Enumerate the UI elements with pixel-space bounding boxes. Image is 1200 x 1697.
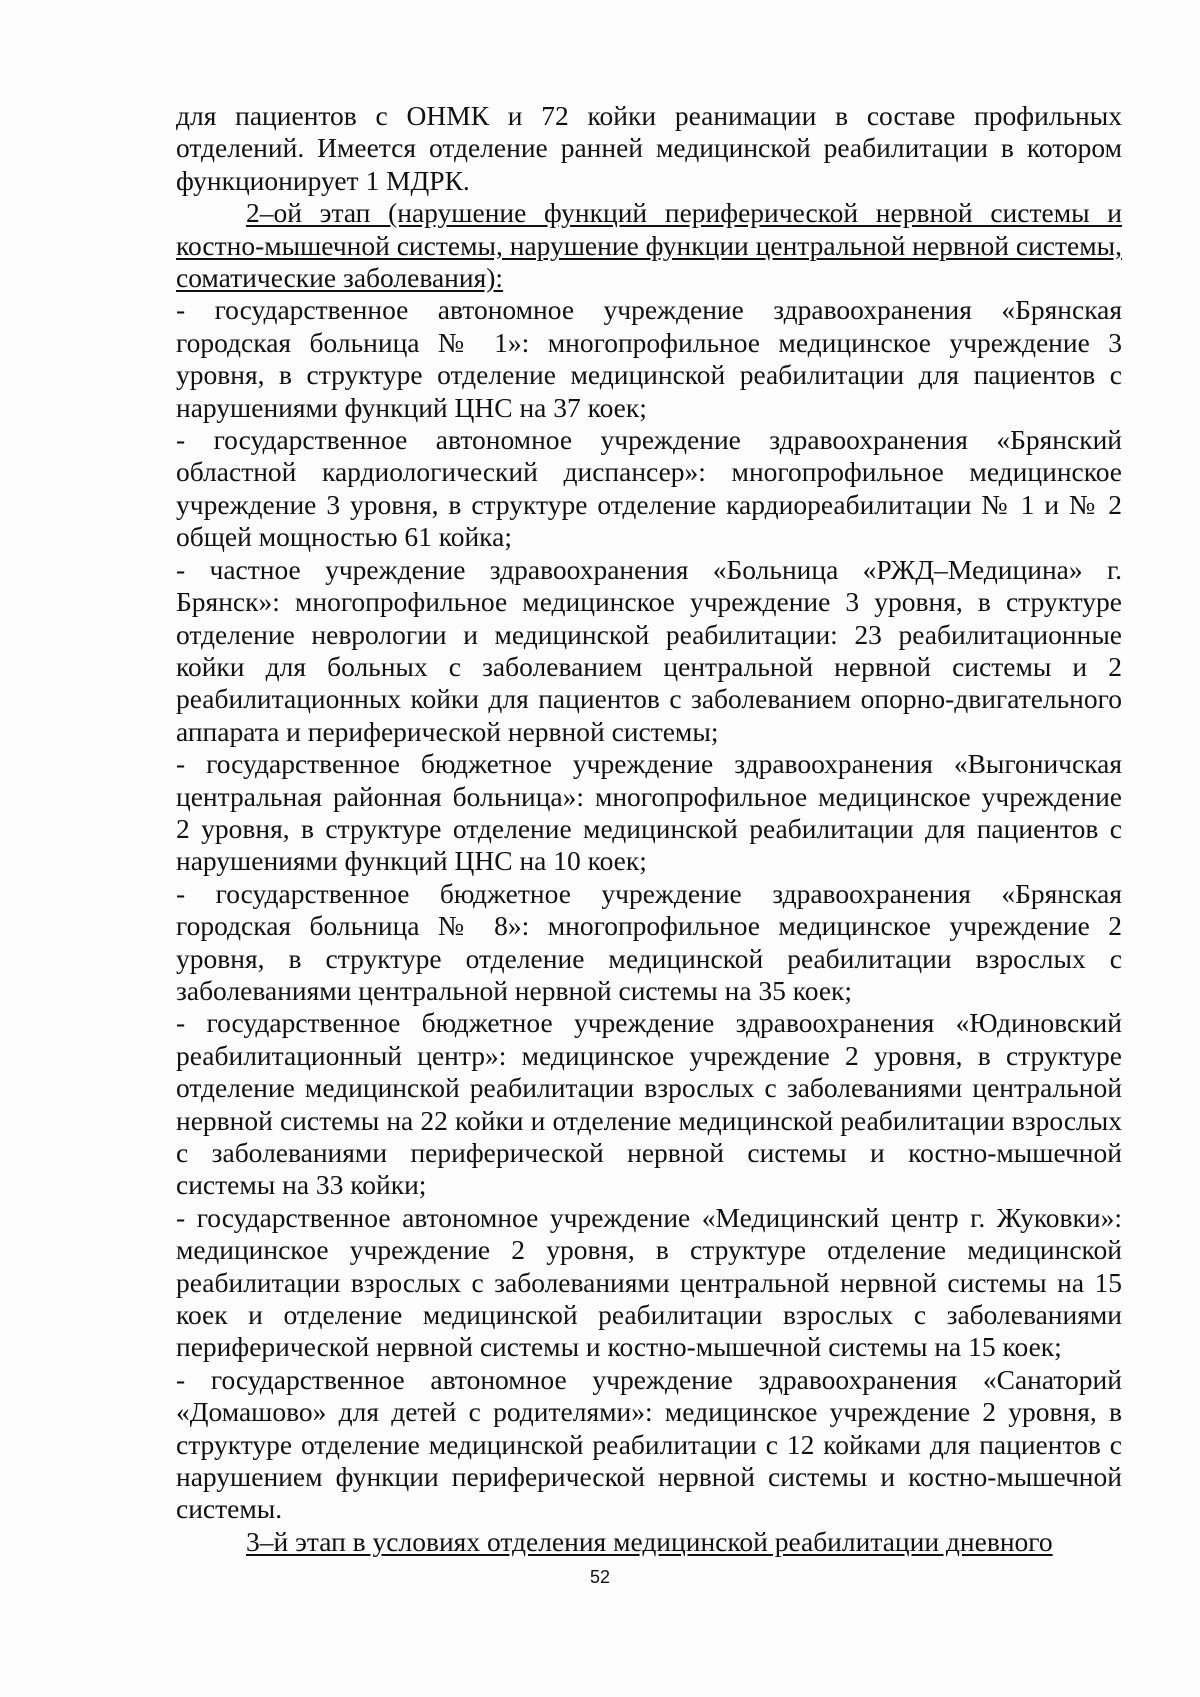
list-item: - государственное автономное учреждение здравоохранения «Санаторий «Домашово» для детей с родителями»: медицинское учреждение 2 уровня, в структуре отделение медицинской реабилитации с 12 койками для пациентов с нарушением функции периферической нервной системы и костно-мышечной системы.: [176, 1363, 1122, 1525]
list-item: - частное учреждение здравоохранения «Больница «РЖД–Медицина» г. Брянск»: многопрофильное медицинское учреждение 3 уровня, в структуре отделение неврологии и медицинской реабилитации: 23 реабилитационные койки для больных с заболеванием центральной нервной системы и 2 реабилитационных койки для пациентов с заболеванием опорно-двигательного аппарата и периферической нервной системы;: [176, 553, 1122, 747]
list-item: - государственное автономное учреждение «Медицинский центр г. Жуковки»: медицинское учреждение 2 уровня, в структуре отделение медицинской реабилитации взрослых с заболеваниями центральной нервной системы на 15 коек и отделение медицинской реабилитации взрослых с заболеваниями периферической нервной системы и костно-мышечной системы на 15 коек;: [176, 1201, 1122, 1363]
paragraph-continuation: для пациентов с ОНМК и 72 койки реанимации в составе профильных отделений. Имеется отделение ранней медицинской реабилитации в котором функционирует 1 МДРК.: [176, 100, 1122, 196]
stage-3-heading: 3–й этап в условиях отделения медицинской реабилитации дневного: [246, 1525, 1053, 1557]
document-body: [176, 100, 1122, 1558]
list-item: - государственное бюджетное учреждение здравоохранения «Юдиновский реабилитационный центр»: медицинское учреждение 2 уровня, в структуре отделение медицинской реабилитации взрослых с заболеваниями центральной нервной системы на 22 койки и отделение медицинской реабилитации взрослых с заболеваниями периферической нервной системы и костно-мышечной системы на 33 койки;: [176, 1007, 1122, 1201]
list-item: - государственное бюджетное учреждение здравоохранения «Выгоничская центральная районная больница»: многопрофильное медицинское учреждение 2 уровня, в структуре отделение медицинской реабилитации для пациентов с нарушениями функций ЦНС на 10 коек;: [176, 748, 1122, 877]
stage-2-heading: 2–ой этап (нарушение функций периферической нервной системы и костно-мышечной системы, нарушение функции центральной нервной системы, соматические заболевания):: [176, 197, 1122, 294]
list-item: - государственное автономное учреждение здравоохранения «Брянский областной кардиологический диспансер»: многопрофильное медицинское учреждение 3 уровня, в структуре отделение кардиореабилитации № 1 и № 2 общей мощностью 61 койка;: [176, 424, 1122, 553]
page-number: 52: [589, 1567, 611, 1587]
list-item: - государственное бюджетное учреждение здравоохранения «Брянская городская больница № 8»: многопрофильное медицинское учреждение 2 уровня, в структуре отделение медицинской реабилитации взрослых с заболеваниями центральной нервной системы на 35 коек;: [176, 877, 1122, 1006]
list-item: - государственное автономное учреждение здравоохранения «Брянская городская больница № 1»: многопрофильное медицинское учреждение 3 уровня, в структуре отделение медицинской реабилитации для пациентов с нарушениями функций ЦНС на 37 коек;: [176, 294, 1122, 423]
